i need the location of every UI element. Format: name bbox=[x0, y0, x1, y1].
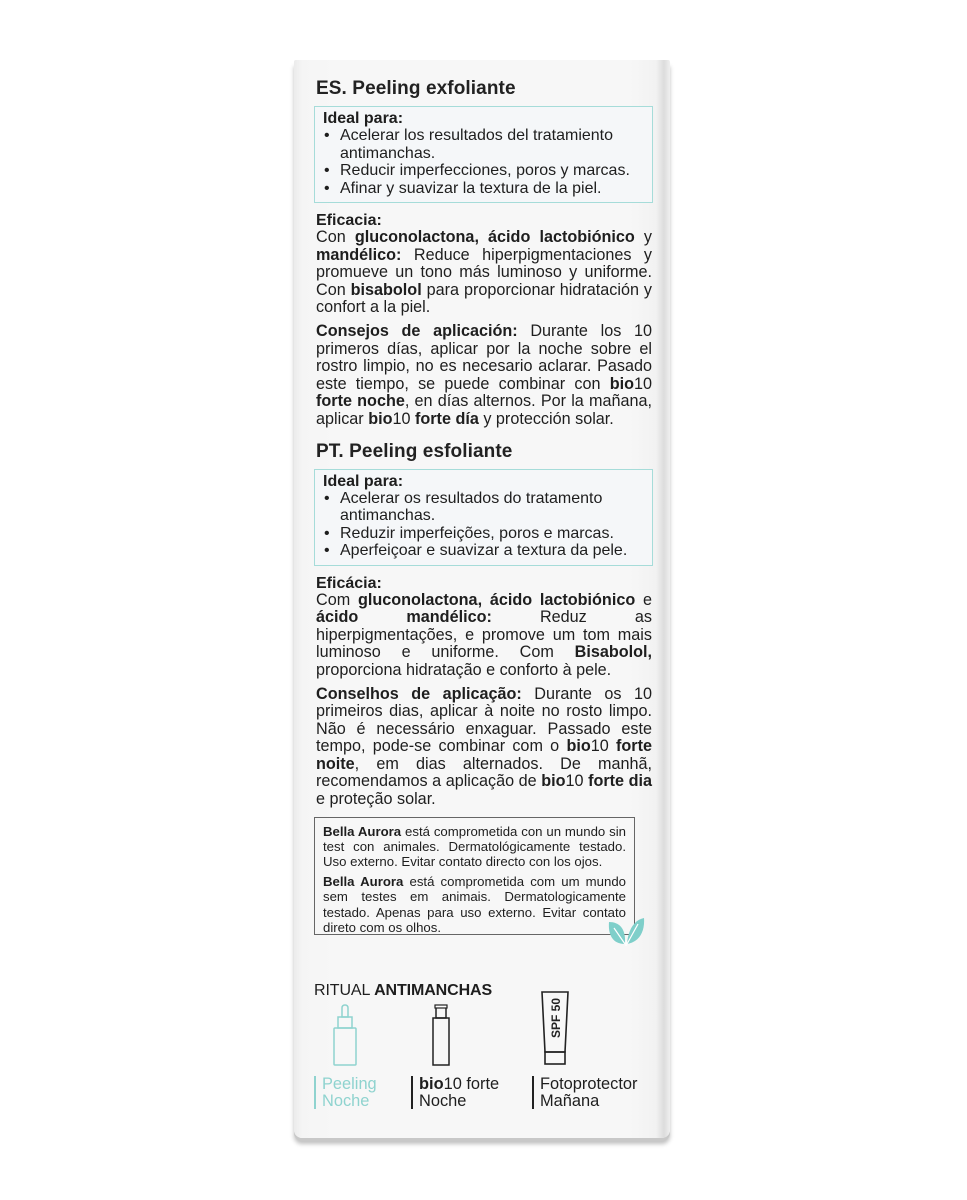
list-item: • Reduzir imperfeições, poros e marcas. bbox=[323, 525, 644, 543]
ritual-steps bbox=[314, 997, 654, 1114]
pt-ideal-label: Ideal para: bbox=[323, 472, 404, 490]
panel-content bbox=[316, 78, 652, 935]
step-caption: Fotoprotector Mañana bbox=[532, 1076, 637, 1109]
list-item: • Acelerar os resultados do tratamento antimanchas. bbox=[323, 490, 644, 525]
es-ideal-list bbox=[323, 127, 644, 197]
spf-label: SPF 50 bbox=[549, 997, 563, 1038]
step-caption: bio10 forte Noche bbox=[411, 1076, 499, 1109]
legal-notice-box bbox=[314, 817, 635, 935]
ritual-step-bio10 bbox=[411, 1004, 521, 1114]
es-efficacy-text: Con gluconolactona, ácido lactobiónico y mandélico: Reduce hiperpigmentaciones y promueve un tono más luminoso y uniforme. Con bisabolol para proporcionar hidratación y confort a la piel. bbox=[316, 228, 653, 317]
leaf-icon bbox=[606, 914, 646, 948]
legal-pt: Bella Aurora está comprometida com um mundo sem testes em animais. Dermatologicamente testado. Apenas para uso externo. Evitar contato direto com os olhos. bbox=[323, 874, 626, 935]
es-efficacy-label: Eficacia: bbox=[316, 212, 382, 229]
step-caption: Peeling Noche bbox=[314, 1076, 377, 1109]
ritual-step-sunscreen bbox=[532, 997, 642, 1114]
pt-ideal-list bbox=[323, 490, 644, 560]
es-advice-text: Consejos de aplicación: Durante los 10 primeros días, aplicar por la noche sobre el rostro limpio, no es necesario aclarar. Pasado este tiempo, se puede combinar con bio10 forte noche, en días alternos. Por la mañana, aplicar bio10 forte día y protección solar. bbox=[316, 321, 652, 428]
pt-advice-text: Conselhos de aplicação: Durante os 10 primeiros dias, aplicar à noite no rosto limpo. Não é necessário enxaguar. Passado este tempo, pode-se combinar com o bio10 forte noite, em dias alternados. De manhã, recomendamos a aplicação de bio10 forte dia e proteção solar. bbox=[316, 684, 652, 809]
list-item: • Afinar y suavizar la textura de la piel. bbox=[323, 180, 644, 198]
list-item: • Aperfeiçoar e suavizar a textura da pele. bbox=[323, 542, 644, 560]
pump-bottle-icon bbox=[431, 1004, 451, 1066]
pt-title: PT. Peeling esfoliante bbox=[316, 440, 513, 462]
ritual-title: RITUAL ANTIMANCHAS bbox=[314, 982, 493, 999]
section-pt bbox=[316, 441, 652, 809]
es-title: ES. Peeling exfoliante bbox=[316, 78, 516, 99]
ritual-step-peeling bbox=[314, 1004, 424, 1114]
es-ideal-box bbox=[314, 106, 653, 203]
pt-efficacy-text: Com gluconolactona, ácido lactobiónico e ácido mandélico: Reduz as hiperpigmentações, e promove um tom mais luminoso e uniforme. Com Bisabolol, proporciona hidratação e conforto à pele. bbox=[316, 590, 652, 679]
product-box-panel bbox=[294, 60, 670, 1138]
sunscreen-tube-icon bbox=[540, 990, 570, 1066]
list-item: • Acelerar los resultados del tratamiento antimanchas. bbox=[323, 127, 644, 162]
section-es bbox=[316, 78, 652, 429]
dropper-bottle-icon bbox=[332, 1004, 358, 1066]
es-ideal-label: Ideal para: bbox=[323, 110, 404, 127]
list-item: • Reducir imperfecciones, poros y marcas. bbox=[323, 162, 644, 180]
legal-es: Bella Aurora está comprometida con un mundo sin test con animales. Dermatológicamente testado. Uso externo. Evitar contato directo con los ojos. bbox=[323, 823, 626, 870]
pt-ideal-box bbox=[314, 469, 653, 566]
pt-efficacy-label: Eficácia: bbox=[316, 574, 382, 592]
